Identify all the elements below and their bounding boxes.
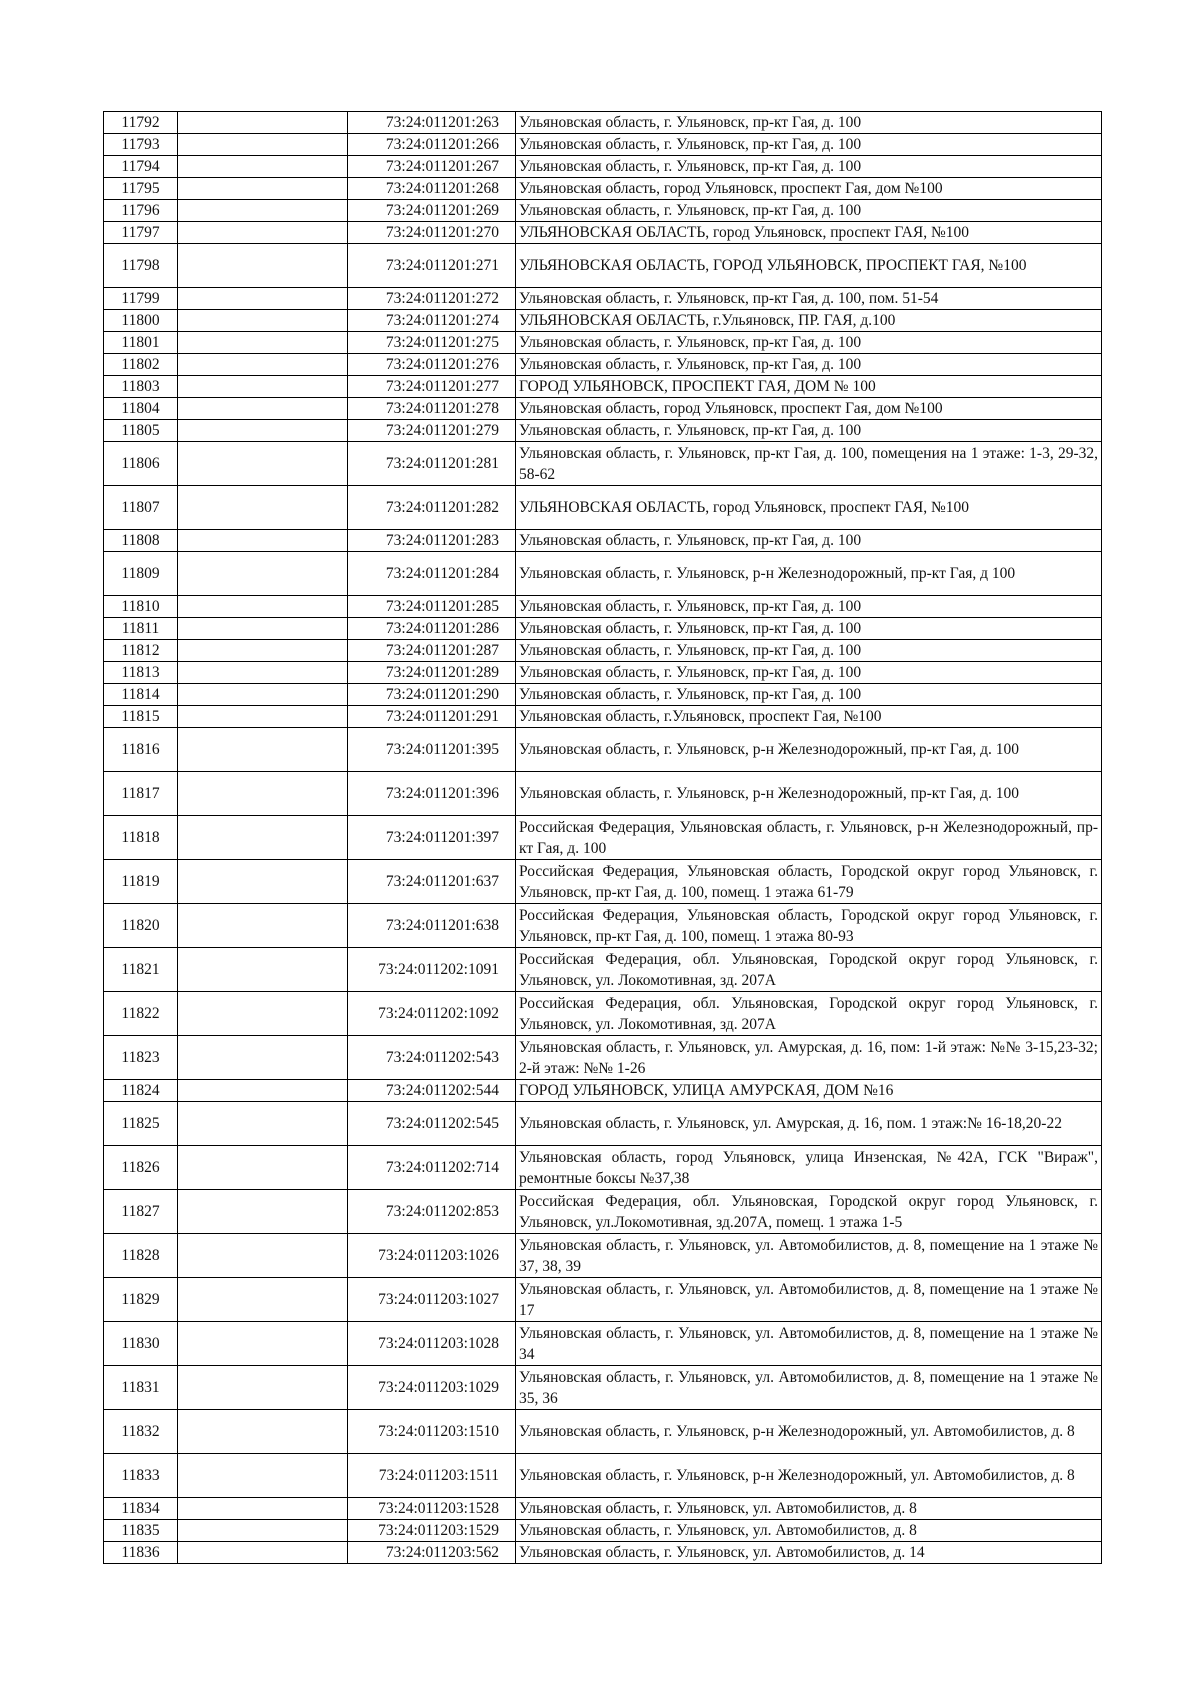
address: Ульяновская область, г. Ульяновск, р-н Железнодорожный, пр-кт Гая, д. 100 — [516, 728, 1102, 772]
row-number: 11832 — [104, 1410, 178, 1454]
empty-cell — [178, 1454, 348, 1498]
row-number: 11793 — [104, 134, 178, 156]
cadastral-number: 73:24:011201:274 — [348, 310, 516, 332]
address: Ульяновская область, город Ульяновск, улица Инзенская, №42А, ГСК "Вираж", ремонтные боксы №37,38 — [516, 1146, 1102, 1190]
empty-cell — [178, 1080, 348, 1102]
table-row — [104, 1278, 1102, 1322]
cadastral-number: 73:24:011201:283 — [348, 530, 516, 552]
table-row — [104, 486, 1102, 530]
address: Ульяновская область, г. Ульяновск, пр-кт Гая, д. 100 — [516, 200, 1102, 222]
address: Ульяновская область, г. Ульяновск, ул. Амурская, д. 16, пом. 1 этаж:№ 16-18,20-22 — [516, 1102, 1102, 1146]
row-number: 11822 — [104, 992, 178, 1036]
registry-table — [103, 111, 1102, 1564]
address: Ульяновская область, г. Ульяновск, ул. Автомобилистов, д. 8, помещение на 1 этаже № 35, 36 — [516, 1366, 1102, 1410]
empty-cell — [178, 684, 348, 706]
row-number: 11796 — [104, 200, 178, 222]
row-number: 11795 — [104, 178, 178, 200]
address: Ульяновская область, г. Ульяновск, р-н Железнодорожный, пр-кт Гая, д. 100 — [516, 772, 1102, 816]
empty-cell — [178, 662, 348, 684]
table-row — [104, 200, 1102, 222]
empty-cell — [178, 1542, 348, 1564]
table-row — [104, 1190, 1102, 1234]
table-row — [104, 816, 1102, 860]
row-number: 11799 — [104, 288, 178, 310]
table-row — [104, 904, 1102, 948]
empty-cell — [178, 420, 348, 442]
empty-cell — [178, 1102, 348, 1146]
table-row — [104, 398, 1102, 420]
empty-cell — [178, 222, 348, 244]
cadastral-number: 73:24:011201:291 — [348, 706, 516, 728]
row-number: 11807 — [104, 486, 178, 530]
row-number: 11810 — [104, 596, 178, 618]
row-number: 11816 — [104, 728, 178, 772]
empty-cell — [178, 244, 348, 288]
cadastral-number: 73:24:011201:289 — [348, 662, 516, 684]
table-row — [104, 1102, 1102, 1146]
empty-cell — [178, 1234, 348, 1278]
address: Ульяновская область, г. Ульяновск, пр-кт Гая, д. 100 — [516, 684, 1102, 706]
table-row — [104, 354, 1102, 376]
table-row — [104, 156, 1102, 178]
address: Ульяновская область, г. Ульяновск, пр-кт Гая, д. 100 — [516, 420, 1102, 442]
empty-cell — [178, 486, 348, 530]
address: УЛЬЯНОВСКАЯ ОБЛАСТЬ, г.Ульяновск, ПР. ГАЯ, д.100 — [516, 310, 1102, 332]
empty-cell — [178, 904, 348, 948]
address: УЛЬЯНОВСКАЯ ОБЛАСТЬ, город Ульяновск, проспект ГАЯ, №100 — [516, 486, 1102, 530]
empty-cell — [178, 310, 348, 332]
empty-cell — [178, 948, 348, 992]
table-row — [104, 1036, 1102, 1080]
table-row — [104, 662, 1102, 684]
address: Ульяновская область, г. Ульяновск, р-н Железнодорожный, пр-кт Гая, д 100 — [516, 552, 1102, 596]
address: Ульяновская область, г. Ульяновск, ул. Автомобилистов, д. 14 — [516, 1542, 1102, 1564]
row-number: 11814 — [104, 684, 178, 706]
address: Российская Федерация, Ульяновская область, Городской округ город Ульяновск, г. Ульяновск, пр-кт Гая, д. 100, помещ. 1 этажа 80-93 — [516, 904, 1102, 948]
table-row — [104, 530, 1102, 552]
table-row — [104, 596, 1102, 618]
address: Ульяновская область, г. Ульяновск, пр-кт Гая, д. 100, помещения на 1 этаже: 1-3, 29-32, 58-62 — [516, 442, 1102, 486]
registry-table-body — [104, 112, 1102, 1564]
table-row — [104, 1498, 1102, 1520]
address: Российская Федерация, Ульяновская область, Городской округ город Ульяновск, г. Ульяновск, пр-кт Гая, д. 100, помещ. 1 этажа 61-79 — [516, 860, 1102, 904]
cadastral-number: 73:24:011201:396 — [348, 772, 516, 816]
empty-cell — [178, 992, 348, 1036]
table-row — [104, 1146, 1102, 1190]
cadastral-number: 73:24:011201:271 — [348, 244, 516, 288]
row-number: 11801 — [104, 332, 178, 354]
address: Ульяновская область, г. Ульяновск, пр-кт Гая, д. 100, пом. 51-54 — [516, 288, 1102, 310]
cadastral-number: 73:24:011202:544 — [348, 1080, 516, 1102]
table-row — [104, 640, 1102, 662]
address: Ульяновская область, г. Ульяновск, ул. Автомобилистов, д. 8, помещение на 1 этаже № 34 — [516, 1322, 1102, 1366]
table-row — [104, 1520, 1102, 1542]
cadastral-number: 73:24:011201:272 — [348, 288, 516, 310]
address: Ульяновская область, г. Ульяновск, р-н Железнодорожный, ул. Автомобилистов, д. 8 — [516, 1410, 1102, 1454]
empty-cell — [178, 354, 348, 376]
empty-cell — [178, 1366, 348, 1410]
row-number: 11808 — [104, 530, 178, 552]
row-number: 11820 — [104, 904, 178, 948]
table-row — [104, 288, 1102, 310]
address: УЛЬЯНОВСКАЯ ОБЛАСТЬ, ГОРОД УЛЬЯНОВСК, ПРОСПЕКТ ГАЯ, №100 — [516, 244, 1102, 288]
empty-cell — [178, 706, 348, 728]
row-number: 11809 — [104, 552, 178, 596]
row-number: 11798 — [104, 244, 178, 288]
row-number: 11829 — [104, 1278, 178, 1322]
address: Ульяновская область, г. Ульяновск, пр-кт Гая, д. 100 — [516, 156, 1102, 178]
empty-cell — [178, 1146, 348, 1190]
cadastral-number: 73:24:011201:290 — [348, 684, 516, 706]
row-number: 11819 — [104, 860, 178, 904]
address: Ульяновская область, г.Ульяновск, проспект Гая, №100 — [516, 706, 1102, 728]
row-number: 11826 — [104, 1146, 178, 1190]
row-number: 11794 — [104, 156, 178, 178]
table-row — [104, 178, 1102, 200]
row-number: 11813 — [104, 662, 178, 684]
cadastral-number: 73:24:011201:281 — [348, 442, 516, 486]
row-number: 11806 — [104, 442, 178, 486]
row-number: 11815 — [104, 706, 178, 728]
row-number: 11825 — [104, 1102, 178, 1146]
empty-cell — [178, 112, 348, 134]
cadastral-number: 73:24:011201:637 — [348, 860, 516, 904]
table-row — [104, 1410, 1102, 1454]
address: Ульяновская область, г. Ульяновск, ул. Автомобилистов, д. 8, помещение на 1 этаже № 37, 38, 39 — [516, 1234, 1102, 1278]
empty-cell — [178, 816, 348, 860]
row-number: 11800 — [104, 310, 178, 332]
row-number: 11830 — [104, 1322, 178, 1366]
cadastral-number: 73:24:011203:1029 — [348, 1366, 516, 1410]
empty-cell — [178, 288, 348, 310]
address: Ульяновская область, г. Ульяновск, ул. Автомобилистов, д. 8 — [516, 1498, 1102, 1520]
address: Ульяновская область, город Ульяновск, проспект Гая, дом №100 — [516, 398, 1102, 420]
row-number: 11804 — [104, 398, 178, 420]
empty-cell — [178, 1190, 348, 1234]
cadastral-number: 73:24:011202:543 — [348, 1036, 516, 1080]
cadastral-number: 73:24:011201:263 — [348, 112, 516, 134]
table-row — [104, 1542, 1102, 1564]
table-row — [104, 772, 1102, 816]
row-number: 11811 — [104, 618, 178, 640]
cadastral-number: 73:24:011201:397 — [348, 816, 516, 860]
cadastral-number: 73:24:011201:277 — [348, 376, 516, 398]
cadastral-number: 73:24:011203:1027 — [348, 1278, 516, 1322]
cadastral-number: 73:24:011201:268 — [348, 178, 516, 200]
address: ГОРОД УЛЬЯНОВСК, УЛИЦА АМУРСКАЯ, ДОМ №16 — [516, 1080, 1102, 1102]
address: Ульяновская область, г. Ульяновск, пр-кт Гая, д. 100 — [516, 662, 1102, 684]
empty-cell — [178, 772, 348, 816]
row-number: 11817 — [104, 772, 178, 816]
row-number: 11836 — [104, 1542, 178, 1564]
table-row — [104, 618, 1102, 640]
address: Ульяновская область, г. Ульяновск, ул. Автомобилистов, д. 8, помещение на 1 этаже № 17 — [516, 1278, 1102, 1322]
empty-cell — [178, 728, 348, 772]
cadastral-number: 73:24:011201:285 — [348, 596, 516, 618]
cadastral-number: 73:24:011201:278 — [348, 398, 516, 420]
table-row — [104, 134, 1102, 156]
row-number: 11812 — [104, 640, 178, 662]
cadastral-number: 73:24:011202:714 — [348, 1146, 516, 1190]
table-row — [104, 948, 1102, 992]
table-row — [104, 728, 1102, 772]
cadastral-number: 73:24:011201:266 — [348, 134, 516, 156]
cadastral-number: 73:24:011202:1092 — [348, 992, 516, 1036]
row-number: 11824 — [104, 1080, 178, 1102]
cadastral-number: 73:24:011202:853 — [348, 1190, 516, 1234]
address: ГОРОД УЛЬЯНОВСК, ПРОСПЕКТ ГАЯ, ДОМ № 100 — [516, 376, 1102, 398]
table-row — [104, 332, 1102, 354]
address: Российская Федерация, обл. Ульяновская, Городской округ город Ульяновск, г. Ульяновск, ул. Локомотивная, зд. 207А — [516, 948, 1102, 992]
table-row — [104, 1366, 1102, 1410]
empty-cell — [178, 398, 348, 420]
address: Ульяновская область, г. Ульяновск, пр-кт Гая, д. 100 — [516, 134, 1102, 156]
empty-cell — [178, 1498, 348, 1520]
empty-cell — [178, 552, 348, 596]
row-number: 11797 — [104, 222, 178, 244]
row-number: 11828 — [104, 1234, 178, 1278]
empty-cell — [178, 1036, 348, 1080]
cadastral-number: 73:24:011203:1510 — [348, 1410, 516, 1454]
table-row — [104, 1080, 1102, 1102]
table-row — [104, 1454, 1102, 1498]
cadastral-number: 73:24:011202:1091 — [348, 948, 516, 992]
cadastral-number: 73:24:011201:395 — [348, 728, 516, 772]
cadastral-number: 73:24:011201:287 — [348, 640, 516, 662]
cadastral-number: 73:24:011203:1528 — [348, 1498, 516, 1520]
row-number: 11818 — [104, 816, 178, 860]
empty-cell — [178, 640, 348, 662]
empty-cell — [178, 200, 348, 222]
address: УЛЬЯНОВСКАЯ ОБЛАСТЬ, город Ульяновск, проспект ГАЯ, №100 — [516, 222, 1102, 244]
cadastral-number: 73:24:011201:282 — [348, 486, 516, 530]
empty-cell — [178, 618, 348, 640]
empty-cell — [178, 1322, 348, 1366]
cadastral-number: 73:24:011201:279 — [348, 420, 516, 442]
cadastral-number: 73:24:011201:269 — [348, 200, 516, 222]
row-number: 11802 — [104, 354, 178, 376]
empty-cell — [178, 1520, 348, 1542]
cadastral-number: 73:24:011201:270 — [348, 222, 516, 244]
address: Ульяновская область, г. Ульяновск, пр-кт Гая, д. 100 — [516, 112, 1102, 134]
address: Российская Федерация, Ульяновская область, г. Ульяновск, р-н Железнодорожный, пр-кт Гая, д. 100 — [516, 816, 1102, 860]
row-number: 11823 — [104, 1036, 178, 1080]
table-row — [104, 1234, 1102, 1278]
empty-cell — [178, 442, 348, 486]
empty-cell — [178, 376, 348, 398]
address: Ульяновская область, г. Ульяновск, р-н Железнодорожный, ул. Автомобилистов, д. 8 — [516, 1454, 1102, 1498]
row-number: 11835 — [104, 1520, 178, 1542]
address: Ульяновская область, город Ульяновск, проспект Гая, дом №100 — [516, 178, 1102, 200]
empty-cell — [178, 156, 348, 178]
empty-cell — [178, 134, 348, 156]
row-number: 11834 — [104, 1498, 178, 1520]
address: Российская Федерация, обл. Ульяновская, Городской округ город Ульяновск, г. Ульяновск, ул.Локомотивная, зд.207А, помещ. 1 этажа 1-5 — [516, 1190, 1102, 1234]
table-row — [104, 992, 1102, 1036]
address: Ульяновская область, г. Ульяновск, пр-кт Гая, д. 100 — [516, 596, 1102, 618]
address: Российская Федерация, обл. Ульяновская, Городской округ город Ульяновск, г. Ульяновск, ул. Локомотивная, зд. 207А — [516, 992, 1102, 1036]
table-row — [104, 376, 1102, 398]
table-row — [104, 112, 1102, 134]
empty-cell — [178, 530, 348, 552]
cadastral-number: 73:24:011201:286 — [348, 618, 516, 640]
cadastral-number: 73:24:011201:276 — [348, 354, 516, 376]
empty-cell — [178, 332, 348, 354]
address: Ульяновская область, г. Ульяновск, пр-кт Гая, д. 100 — [516, 618, 1102, 640]
cadastral-number: 73:24:011201:275 — [348, 332, 516, 354]
cadastral-number: 73:24:011201:267 — [348, 156, 516, 178]
cadastral-number: 73:24:011203:1026 — [348, 1234, 516, 1278]
cadastral-number: 73:24:011202:545 — [348, 1102, 516, 1146]
empty-cell — [178, 596, 348, 618]
table-row — [104, 310, 1102, 332]
table-row — [104, 706, 1102, 728]
row-number: 11821 — [104, 948, 178, 992]
cadastral-number: 73:24:011201:284 — [348, 552, 516, 596]
table-row — [104, 420, 1102, 442]
cadastral-number: 73:24:011203:1028 — [348, 1322, 516, 1366]
address: Ульяновская область, г. Ульяновск, пр-кт Гая, д. 100 — [516, 640, 1102, 662]
address: Ульяновская область, г. Ульяновск, пр-кт Гая, д. 100 — [516, 332, 1102, 354]
row-number: 11805 — [104, 420, 178, 442]
row-number: 11831 — [104, 1366, 178, 1410]
table-row — [104, 244, 1102, 288]
cadastral-number: 73:24:011203:1511 — [348, 1454, 516, 1498]
address: Ульяновская область, г. Ульяновск, пр-кт Гая, д. 100 — [516, 354, 1102, 376]
empty-cell — [178, 1410, 348, 1454]
cadastral-number: 73:24:011203:1529 — [348, 1520, 516, 1542]
cadastral-number: 73:24:011201:638 — [348, 904, 516, 948]
row-number: 11827 — [104, 1190, 178, 1234]
empty-cell — [178, 178, 348, 200]
row-number: 11792 — [104, 112, 178, 134]
table-row — [104, 684, 1102, 706]
empty-cell — [178, 1278, 348, 1322]
address: Ульяновская область, г. Ульяновск, ул. Автомобилистов, д. 8 — [516, 1520, 1102, 1542]
address: Ульяновская область, г. Ульяновск, пр-кт Гая, д. 100 — [516, 530, 1102, 552]
empty-cell — [178, 860, 348, 904]
table-row — [104, 1322, 1102, 1366]
row-number: 11803 — [104, 376, 178, 398]
row-number: 11833 — [104, 1454, 178, 1498]
table-row — [104, 222, 1102, 244]
table-row — [104, 552, 1102, 596]
cadastral-number: 73:24:011203:562 — [348, 1542, 516, 1564]
table-row — [104, 860, 1102, 904]
table-row — [104, 442, 1102, 486]
address: Ульяновская область, г. Ульяновск, ул. Амурская, д. 16, пом: 1-й этаж: №№ 3-15,23-32; 2-й этаж: №№ 1-26 — [516, 1036, 1102, 1080]
